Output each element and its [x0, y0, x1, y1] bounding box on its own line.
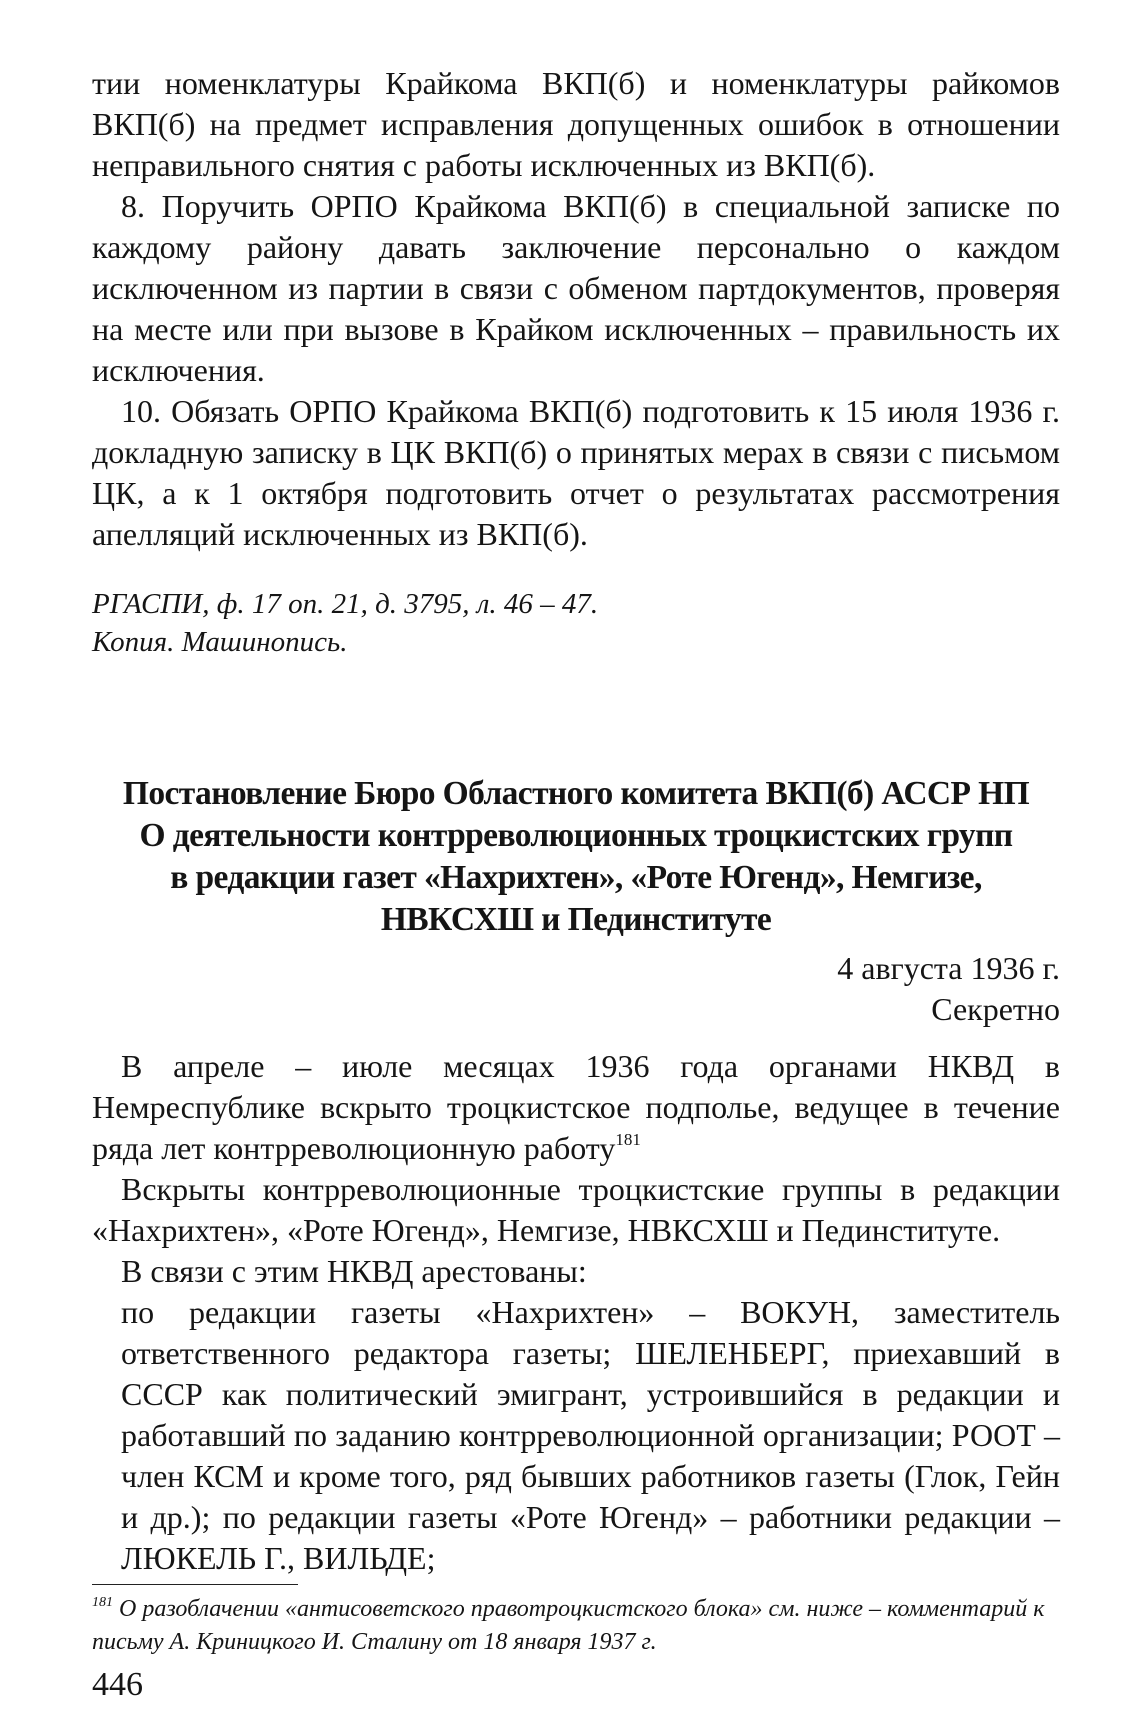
top-paragraph: тии номенклатуры Крайкома ВКП(б) и номенклатуры райкомов ВКП(б) на предмет исправления допущенных ошибок в отношении неправильного снятия с работы исключенных из ВКП(б).	[92, 65, 1060, 183]
footnote-number: 181	[92, 1595, 113, 1610]
classification-label: Секретно	[931, 991, 1060, 1027]
arrested-list-text: по редакции газеты «Нахрихтен» – ВОКУН, заместитель ответственного редактора газеты; ШЕЛЕНБЕРГ, приехавший в СССР как политический эмигрант, устроившийся в редакции и работавший по заданию контрреволюционной организации; РООТ – член КСМ и кроме того, ряд бывших работников газеты (Глок, Гейн и др.); по редакции газеты «Роте Югенд» – работники редакции – ЛЮКЕЛЬ Г., ВИЛЬДЕ;	[121, 1294, 1060, 1576]
paragraph-3: В связи с этим НКВД арестованы:	[121, 1253, 587, 1289]
paragraph-1-text: В апреле – июле месяцах 1936 года органами НКВД в Немреспублике вскрыто троцкистское подполье, ведущее в течение ряда лет контрреволюционную работу	[92, 1048, 1060, 1166]
item-8-paragraph: 8. Поручить ОРПО Крайкома ВКП(б) в специальной записке по каждому району давать заключение персонально о каждом исключенном из партии в связи с обменом партдокументов, проверяя на месте или при вызове в Крайком исключенных – правильность их исключения.	[92, 188, 1060, 388]
footnote-ref-181[interactable]: 181	[615, 1130, 641, 1149]
paragraph-2: Вскрыты контрреволюционные троцкистские группы в редакции «Нахрихтен», «Роте Югенд», Немгизе, НВКСХШ и Пединституте.	[92, 1171, 1060, 1248]
arrested-list-paragraph	[92, 1292, 1060, 1579]
paragraph-1	[92, 1046, 1060, 1169]
archival-source	[92, 585, 1060, 661]
resolution-body	[92, 1046, 1060, 1579]
document-title	[92, 773, 1060, 941]
title-line-4: НВКСХШ и Пединституте	[380, 901, 772, 938]
source-copy-note: Копия. Машинопись.	[92, 626, 348, 658]
continued-text-block	[92, 63, 1060, 555]
document-date: 4 августа 1936 г.	[837, 950, 1060, 986]
title-line-3: в редакции газет «Нахрихтен», «Роте Югенд», Немгизе,	[170, 859, 982, 896]
footnote-text: О разоблачении «антисоветского правотроцкистского блока» см. ниже – комментарий к письму А. Криницкого И. Сталину от 18 января 1937 г.	[92, 1596, 1045, 1655]
item-10-paragraph: 10. Обязать ОРПО Крайкома ВКП(б) подготовить к 15 июля 1936 г. докладную записку в ЦК ВКП(б) о принятых мерах в связи с письмом ЦК, а к 1 октября подготовить отчет о результатах рассмотрения апелляций исключенных из ВКП(б).	[92, 393, 1060, 552]
title-line-2: О деятельности контрреволюционных троцкистских групп	[139, 817, 1013, 854]
source-reference: РГАСПИ, ф. 17 оп. 21, д. 3795, л. 46 – 47.	[92, 588, 599, 620]
footnote-181	[92, 1593, 1062, 1659]
footnote-divider	[92, 1584, 298, 1585]
title-line-1: Постановление Бюро Областного комитета ВКП(б) АССР НП	[122, 775, 1030, 812]
page-number: 446	[92, 1666, 143, 1703]
document-meta	[92, 948, 1060, 1030]
